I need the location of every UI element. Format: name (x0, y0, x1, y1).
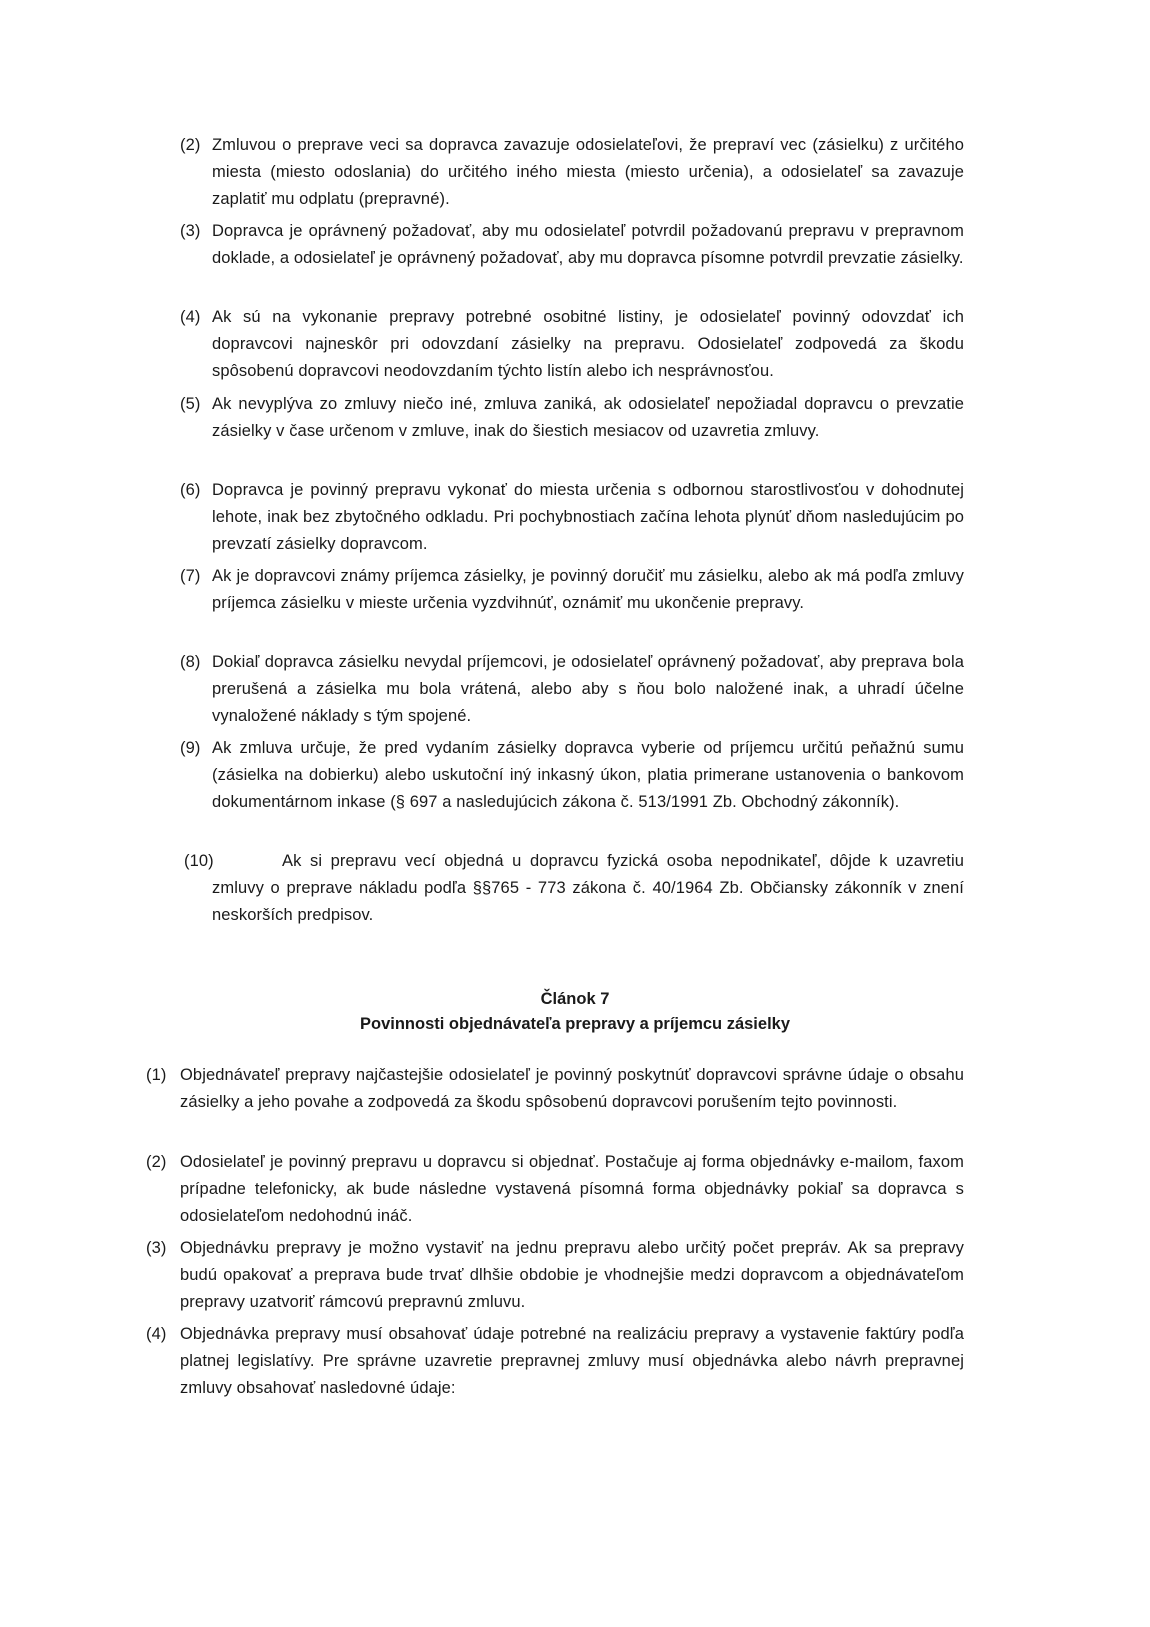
paragraph-2 (180, 132, 964, 213)
paragraph-9 (180, 735, 964, 816)
paragraph-number: (3) (180, 222, 201, 240)
article-title: Článok 7 (540, 990, 610, 1008)
paragraph-number: (5) (180, 395, 201, 413)
article-paragraph-4 (146, 1321, 964, 1402)
paragraph-text: Dopravca je oprávnený požadovať, aby mu odosielateľ potvrdil požadovanú prepravu v prepravnom doklade, a odosielateľ je oprávnený požadovať, aby mu dopravca písomne potvrdil prevzatie zásielky. (212, 222, 964, 267)
paragraph-number: (10) (184, 852, 214, 870)
paragraph-text: Objednávku prepravy je možno vystaviť na jednu prepravu alebo určitý počet prepráv. Ak sa prepravy budú opakovať a preprava bude trvať dlhšie obdobie je vhodnejšie medzi dopravcom a objednávateľom prepravy uzatvoriť rámcovú prepravnú zmluvu. (180, 1239, 964, 1311)
paragraph-text: Ak zmluva určuje, že pred vydaním zásielky dopravca vyberie od príjemcu určitú peňažnú sumu (zásielka na dobierku) alebo uskutoční iný inkasný úkon, platia primerane ustanovenia o bankovom dokumentárnom inkase (§ 697 a nasledujúcich zákona č. 513/1991 Zb. Obchodný zákonník). (212, 739, 964, 811)
paragraph-text: Zmluvou o preprave veci sa dopravca zavazuje odosielateľovi, že prepraví vec (zásielku) z určitého miesta (miesto odoslania) do určitého iného miesta (miesto určenia), a odosielateľ sa zavazuje zaplatiť mu odplatu (prepravné). (212, 136, 964, 208)
paragraph-number: (6) (180, 481, 201, 499)
paragraph-text: Ak sú na vykonanie prepravy potrebné osobitné listiny, je odosielateľ povinný odovzdať ich dopravcovi najneskôr pri odovzdaní zásielky na prepravu. Odosielateľ zodpovedá za škodu spôsobenú dopravcovi neodovzdaním týchto listín alebo ich nesprávnosťou. (212, 308, 964, 380)
paragraph-5 (180, 391, 964, 445)
paragraph-text: Odosielateľ je povinný prepravu u dopravcu si objednať. Postačuje aj forma objednávky e-mailom, faxom prípadne telefonicky, ak bude následne vystavená písomná forma objednávky pokiaľ sa dopravca s odosielateľom nedohodnú ináč. (180, 1153, 964, 1225)
article-paragraph-3 (146, 1235, 964, 1316)
paragraph-text: Ak nevyplýva zo zmluvy niečo iné, zmluva zaniká, ak odosielateľ nepožiadal dopravcu o prevzatie zásielky v čase určenom v zmluve, inak do šiestich mesiacov od uzavretia zmluvy. (212, 395, 964, 440)
paragraph-text: Dopravca je povinný prepravu vykonať do miesta určenia s odbornou starostlivosťou v dohodnutej lehote, inak bez zbytočného odkladu. Pri pochybnostiach začína lehota plynúť dňom nasledujúcim po prevzatí zásielky dopravcom. (212, 481, 964, 553)
paragraph-number: (2) (180, 136, 201, 154)
paragraph-3 (180, 218, 964, 272)
article-subtitle: Povinnosti objednávateľa prepravy a príjemcu zásielky (359, 1015, 791, 1033)
paragraph-text: Dokiaľ dopravca zásielku nevydal príjemcovi, je odosielateľ oprávnený požadovať, aby preprava bola prerušená a zásielka mu bola vrátená, alebo aby s ňou bolo naložené inak, a uhradí účelne vynaložené náklady s tým spojené. (212, 653, 964, 725)
paragraph-text: Ak je dopravcovi známy príjemca zásielky, je povinný doručiť mu zásielku, alebo ak má podľa zmluvy príjemca zásielku v mieste určenia vyzdvihnúť, oznámiť mu ukončenie prepravy. (212, 567, 964, 612)
paragraph-number: (3) (146, 1239, 167, 1257)
paragraph-7 (180, 563, 964, 617)
paragraph-text: Ak si prepravu vecí objedná u dopravcu fyzická osoba nepodnikateľ, dôjde k uzavretiu zmluvy o preprave nákladu podľa §§765 - 773 zákona č. 40/1964 Zb. Občiansky zákonník v znení neskorších predpisov. (212, 852, 964, 924)
paragraph-number: (4) (180, 308, 201, 326)
article-paragraph-2 (146, 1149, 964, 1230)
paragraph-number: (4) (146, 1325, 167, 1343)
paragraph-4 (180, 304, 964, 385)
paragraph-8 (180, 649, 964, 730)
paragraph-number: (7) (180, 567, 201, 585)
paragraph-number: (8) (180, 653, 201, 671)
paragraph-text: Objednávka prepravy musí obsahovať údaje potrebné na realizáciu prepravy a vystavenie faktúry podľa platnej legislatívy. Pre správne uzavretie prepravnej zmluvy musí objednávka alebo návrh prepravnej zmluvy obsahovať nasledovné údaje: (180, 1325, 964, 1397)
paragraph-number: (1) (146, 1066, 167, 1084)
paragraph-6 (180, 477, 964, 558)
paragraph-text: Objednávateľ prepravy najčastejšie odosielateľ je povinný poskytnúť dopravcovi správne údaje o obsahu zásielky a jeho povahe a zodpovedá za škodu spôsobenú dopravcovi porušením tejto povinnosti. (180, 1066, 964, 1111)
paragraph-10 (184, 848, 964, 929)
paragraph-number: (9) (180, 739, 201, 757)
article-paragraph-1 (146, 1062, 964, 1116)
paragraph-number: (2) (146, 1153, 167, 1171)
